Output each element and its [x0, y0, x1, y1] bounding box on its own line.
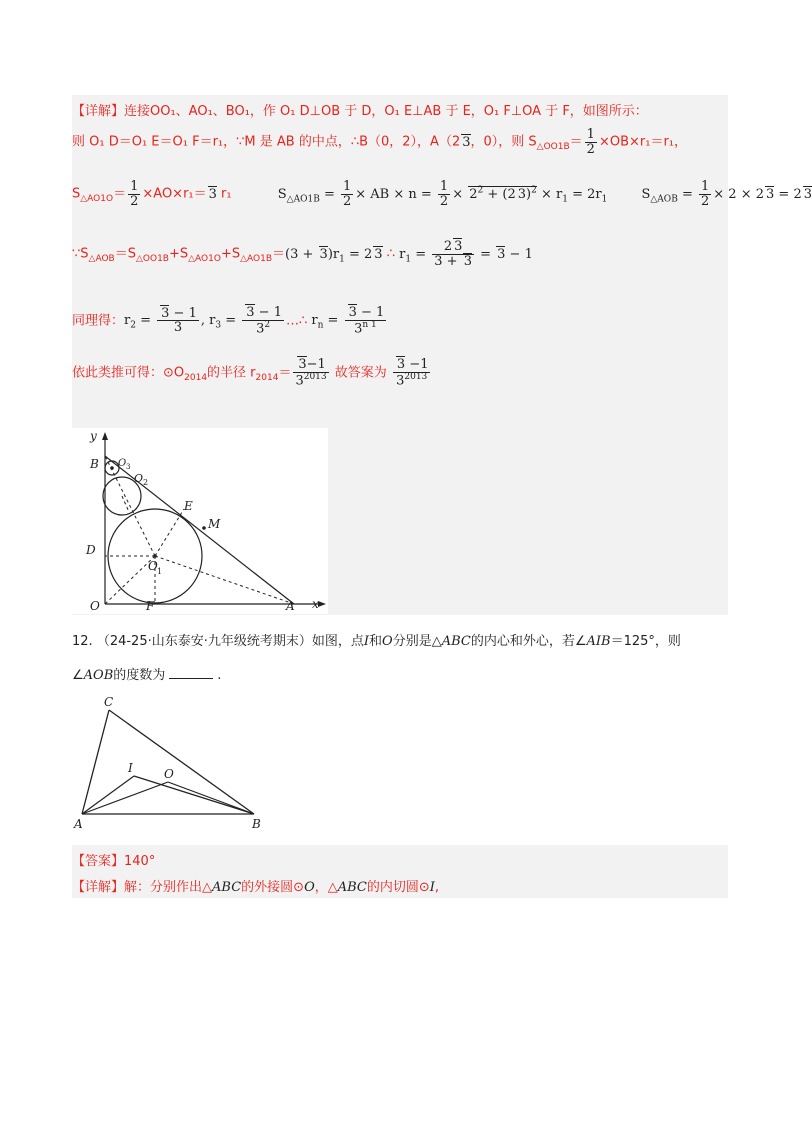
- label-o3-sub: 3: [126, 463, 131, 471]
- answer-detail-line: 【详解】解：分别作出△ABC的外接圆⊙O，△ABC的内切圆⊙I,: [72, 880, 440, 895]
- figure-background: [72, 428, 328, 614]
- label-a: A: [74, 817, 83, 831]
- label-o1: O: [148, 559, 158, 573]
- label-o1-sub: 1: [157, 567, 163, 576]
- answer-line: 【答案】140°: [72, 854, 156, 869]
- solution-line-6: 依此类推可得：$⊙O_{2014}$的半径 $r_{2014}=$ $\frac{3-1}{3^{2013}}$ 故答案为 $\frac{3 -1}{3^{2013}}$: [72, 357, 429, 388]
- area-ao1b-formula: $S_{\triangle AO1B}$ = $\frac{1}{2}$ × AB × n = $\frac{1}{2}$ × $2^2 + (2$ $3)^2 \times r_1 = 2r_1$: [277, 179, 608, 209]
- incircle-figure: [72, 428, 328, 614]
- label-e: E: [184, 499, 193, 513]
- point-m: [202, 526, 206, 530]
- label-x: x: [312, 597, 319, 611]
- label-y: y: [90, 429, 97, 443]
- label-d: D: [86, 543, 96, 557]
- solution-line-5: 同理得：$r_2$ = $\frac{3 - 1}{3}$ , $r_3$ = $\frac{3 - 1}{3^2}$ …∴ $r_n$ = $\frac{3 - 1}{3^{n 1}}$: [72, 305, 385, 336]
- label-o: O: [164, 767, 174, 781]
- label-b: B: [252, 817, 261, 831]
- label-o2-sub: 2: [143, 478, 149, 487]
- label-o: O: [90, 599, 100, 613]
- triangle-figure: [72, 692, 272, 832]
- question-12-line-1: 12. （24-25·山东泰安·九年级统考期末）如图，点I和O分别是△ABC的内心和外心，若∠AIB＝125°，则: [72, 634, 681, 649]
- label-c: C: [104, 695, 114, 709]
- point-o3: [110, 466, 114, 470]
- label-o3: O: [118, 458, 127, 469]
- solution-line-1: 【详解】连接OO₁、AO₁、BO₁，作 O₁ D⊥OB 于 D，O₁ E⊥AB 于 E，O₁ F⊥OA 于 F，如图所示：: [72, 104, 648, 119]
- label-i: I: [128, 761, 133, 775]
- solution-line-3: $S_{\triangle AO1O}=$ $\frac{1}{2}$ ×AO×r₁＝ 3 r₁ $S_{\triangle AO1B}$ = $\frac{1}{2}$ × AB × n = $\frac{1}{2}$ × $2^2 + (2$ $3)^2 \times r_1 = 2r_1$ $S_{\triangle AOB}$ = $\frac{1}{2}$ × 2 × 2 3 = 2 3: [72, 179, 812, 209]
- label-f: F: [146, 599, 155, 613]
- solution-line-2: 则 O₁ D＝O₁ E＝O₁ F＝r₁，∵M 是 AB 的中点，∴B（0，2），A（2 3，0），则 $S_{\triangle OO1B}=$ $\frac{1}{2}$ ×OB×r₁＝r₁，: [72, 127, 688, 157]
- segment-ib: [134, 776, 254, 814]
- question-12-line-2: ∠AOB的度数为 .: [72, 668, 222, 683]
- answer-value: 140°: [124, 854, 156, 869]
- fraction-half: $\frac{1}{2}$: [586, 127, 595, 157]
- label-o2: O: [134, 472, 144, 485]
- point-o1: [153, 554, 157, 558]
- segment-ao: [82, 782, 168, 814]
- segment-ob: [168, 782, 254, 814]
- question-source: （24-25·山东泰安·九年级统考期末）: [96, 634, 312, 649]
- label-m: M: [208, 517, 221, 531]
- label-a: A: [286, 599, 295, 613]
- side-ac: [82, 710, 109, 814]
- area-aob-formula: $S_{\triangle AOB}$ = $\frac{1}{2}$ × 2 × 2 3 = 2 3: [641, 179, 812, 209]
- question-number: 12.: [72, 634, 93, 649]
- answer-blank: [169, 678, 213, 679]
- solution-line-4: $\because S_{\triangle AOB}=S_{\triangle OO1B}+S_{\triangle AO1O}+S_{\triangle AO1B}=(3 + 3)r_1 = 2$ 3 ∴ $r_1$ = $\frac{2 3}{3 + 3}$ = 3 − 1: [72, 239, 533, 269]
- label-b: B: [90, 457, 99, 471]
